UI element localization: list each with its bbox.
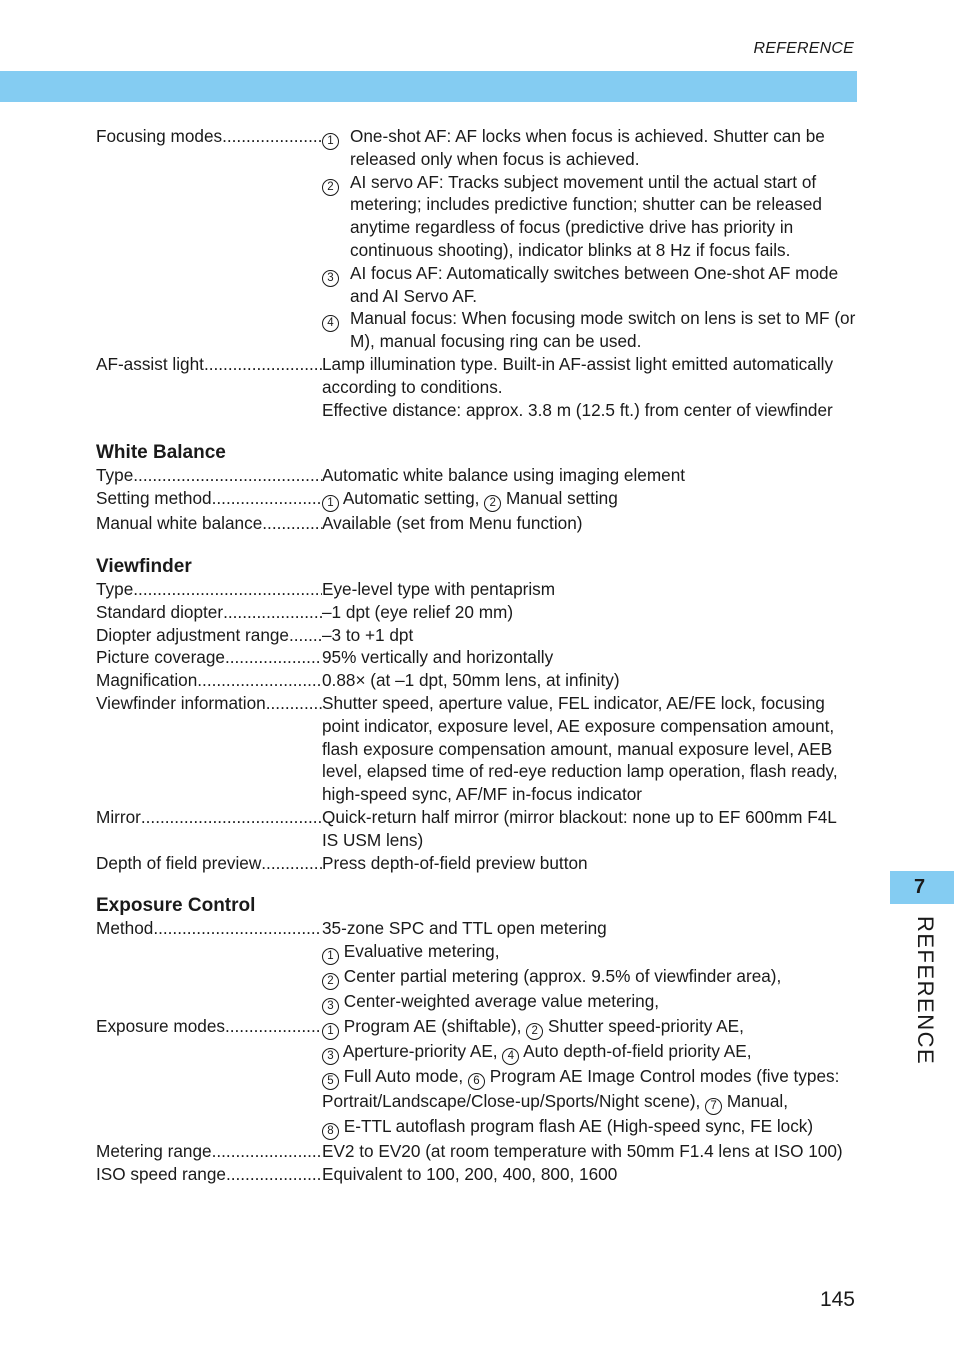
spec-value: Automatic setting, — [339, 488, 485, 509]
spec-value: 0.88× (at –1 dpt, 50mm lens, at infinity) — [322, 670, 620, 691]
circled-number: 4 — [502, 1048, 519, 1065]
leader-dots — [197, 669, 322, 692]
leader-dots — [133, 578, 322, 601]
circled-number: 4 — [322, 315, 339, 332]
spec-label: ISO speed range — [96, 1163, 226, 1184]
spec-label: Diopter adjustment range — [96, 624, 289, 645]
spec-value: One-shot AF: AF locks when focus is achieved. Shutter can be released only when focus is achieved. — [350, 126, 825, 169]
list-item — [322, 307, 856, 353]
spec-label: Exposure modes — [96, 1016, 225, 1037]
leader-dots — [225, 646, 322, 669]
section-title-exposure-control: Exposure Control — [96, 895, 256, 917]
spec-value: 35-zone SPC and TTL open metering — [322, 918, 607, 939]
spec-row — [96, 578, 856, 601]
spec-value: Lamp illumination type. Built-in AF-assist light emitted automatically according to conditions. — [322, 353, 834, 397]
spec-row — [96, 692, 856, 806]
spec-value: 95% vertically and horizontally — [322, 647, 554, 668]
spec-value: –1 dpt (eye relief 20 mm) — [322, 601, 514, 622]
circled-number: 2 — [322, 973, 339, 990]
leader-dots — [226, 1163, 322, 1186]
spec-value: 1 Program AE (shiftable), 2 Shutter speed-priority AE, 3 Aperture-priority AE, 4 Auto depth-of-field priority AE, 5 Full Auto mode, 6 Program AE Image Control modes (five types: Portrait/Landscape/Close-up/Sports/Night scene), 7 Manual, 8 E-TTL autoflash program flash AE (High-speed sync, FE lock) — [322, 1015, 856, 1140]
spec-value: Quick-return half mirror (mirror blackout: none up to EF 600mm F4L IS USM lens) — [322, 806, 837, 850]
spec-value: EV2 to EV20 (at room temperature with 50mm F1.4 lens at ISO 100) — [322, 1141, 843, 1162]
leader-dots — [204, 353, 322, 421]
leader-dots — [223, 601, 322, 624]
spec-label: Manual white balance — [96, 513, 263, 534]
spec-label: Viewfinder information — [96, 692, 266, 713]
spec-row-metering-range — [96, 1140, 856, 1163]
header-color-band — [0, 71, 857, 102]
spec-row-type — [96, 464, 856, 487]
leader-dots — [153, 917, 322, 1015]
circled-number: 1 — [322, 495, 339, 512]
spec-row — [96, 852, 856, 875]
circled-number: 2 — [526, 1023, 543, 1040]
spec-value: Equivalent to 100, 200, 400, 800, 1600 — [322, 1163, 618, 1184]
circled-number: 1 — [322, 948, 339, 965]
circled-number: 3 — [322, 998, 339, 1015]
spec-label: Focusing modes — [96, 126, 223, 146]
circled-number: 7 — [705, 1098, 722, 1115]
spec-value: Manual setting — [501, 488, 618, 509]
spec-value: Available (set from Menu function) — [322, 513, 583, 534]
spec-label: Mirror — [96, 806, 141, 827]
circled-number: 3 — [322, 1048, 339, 1065]
spec-row — [96, 806, 856, 852]
list-item — [322, 125, 856, 171]
leader-dots — [212, 1140, 322, 1163]
running-header: REFERENCE — [753, 40, 854, 57]
circled-number: 5 — [322, 1073, 339, 1090]
spec-value: Evaluative metering, — [339, 941, 500, 962]
spec-row-af-assist-light — [96, 353, 856, 421]
spec-value: AI focus AF: Automatically switches between One-shot AF mode and AI Servo AF. — [350, 262, 839, 306]
list-item — [322, 965, 856, 990]
page-number: 145 — [819, 1288, 855, 1311]
spec-label: Method — [96, 918, 154, 939]
spec-content — [96, 125, 856, 1186]
list-item — [322, 990, 856, 1015]
spec-row — [96, 669, 856, 692]
circled-number: 2 — [484, 495, 501, 512]
section-title-viewfinder: Viewfinder — [96, 555, 192, 577]
circled-number: 3 — [322, 270, 339, 287]
spec-label: Magnification — [96, 670, 198, 691]
spec-value: Shutter speed, aperture value, FEL indicator, AE/FE lock, focusing point indicator, exposure level, AE exposure compensation amount, flash exposure compensation amount, manual exposure level, AEB level, elapsed time of red-eye reduction lamp operation, flash ready, high-speed sync, AF/MF in-focus indicator — [322, 692, 838, 805]
spec-label: AF-assist light — [96, 353, 204, 374]
spec-value: Eye-level type with pentaprism — [322, 578, 556, 599]
leader-dots — [133, 464, 322, 487]
leader-dots — [225, 1015, 322, 1140]
circled-number: 8 — [322, 1123, 339, 1140]
spec-value: AI servo AF: Tracks subject movement until the actual start of metering; includes predictive function; shutter can be released anytime regardless of focus (predictive drive has priority in continuous shooting), indicator blinks at 8 Hz if focus fails. — [350, 171, 822, 260]
spec-label: Setting method — [96, 488, 212, 509]
spec-value: Press depth-of-field preview button — [322, 852, 588, 873]
spec-value: Center-weighted average value metering, — [339, 991, 660, 1012]
spec-row — [96, 601, 856, 624]
spec-row — [96, 646, 856, 669]
chapter-number: 7 — [914, 876, 926, 898]
spec-label: Metering range — [96, 1141, 212, 1162]
spec-value: Effective distance: approx. 3.8 m (12.5 ft.) from center of viewfinder — [322, 399, 833, 420]
leader-dots — [141, 806, 322, 852]
list-item — [322, 171, 856, 262]
leader-dots — [262, 512, 322, 535]
spec-row — [96, 624, 856, 647]
spec-row-iso-speed-range — [96, 1163, 856, 1186]
chapter-label: REFERENCE — [913, 916, 938, 1066]
chapter-tab — [890, 871, 954, 904]
spec-value: Manual focus: When focusing mode switch on lens is set to MF (or M), manual focusing ring can be used. — [350, 308, 856, 352]
leader-dots — [222, 125, 322, 353]
circled-number: 2 — [322, 179, 339, 196]
leader-dots — [266, 692, 322, 806]
spec-label: Type — [96, 578, 134, 599]
spec-value: –3 to +1 dpt — [322, 624, 414, 645]
spec-row-exposure-modes — [96, 1015, 856, 1140]
spec-label: Depth of field preview — [96, 852, 262, 873]
spec-value: Automatic white balance using imaging element — [322, 465, 686, 486]
section-title-white-balance: White Balance — [96, 442, 226, 464]
list-item — [322, 262, 856, 308]
spec-row-focusing-modes — [96, 125, 856, 353]
circled-number: 1 — [322, 133, 339, 150]
spec-label: Picture coverage — [96, 647, 225, 668]
list-item — [322, 940, 856, 965]
spec-row-manual-white-balance — [96, 512, 856, 535]
spec-row-setting-method — [96, 487, 856, 512]
circled-number: 6 — [468, 1073, 485, 1090]
spec-label: Standard diopter — [96, 601, 224, 622]
leader-dots — [289, 624, 322, 647]
leader-dots — [261, 852, 322, 875]
circled-number: 1 — [322, 1023, 339, 1040]
leader-dots — [212, 487, 322, 512]
spec-value: Center partial metering (approx. 9.5% of viewfinder area), — [339, 966, 782, 987]
spec-row-method — [96, 917, 856, 1015]
spec-label: Type — [96, 465, 134, 486]
